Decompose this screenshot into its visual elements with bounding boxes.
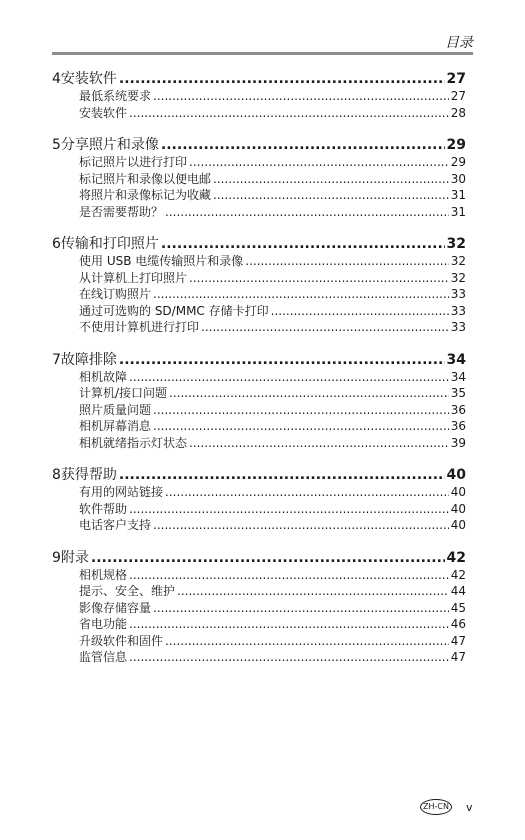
dot-leader [129,649,449,666]
entry-page-number: 40 [450,518,466,532]
dot-leader [129,501,449,518]
entry-page-number: 47 [450,633,466,648]
entry-page-number: 32 [450,270,466,285]
chapter-title: 附录 [60,549,89,566]
entry-page-number: 28 [450,105,466,120]
chapter-page-number: 32 [446,236,466,252]
chapter-number: 6 [52,236,61,252]
entry-title: 通过可选购的 SD/MMC 存储卡打印 [79,303,269,318]
toc-entry[interactable] [52,171,466,188]
dot-leader [119,466,445,484]
toc-entry[interactable] [52,253,466,270]
toc-entry[interactable] [52,286,466,303]
toc-entry[interactable] [52,633,466,650]
toc-chapter-entry[interactable] [52,235,466,253]
toc-entry[interactable] [52,319,466,336]
page-title: 目录 [445,35,473,51]
entry-page-number: 33 [450,287,466,301]
toc-entry[interactable] [52,484,466,501]
chapter-title: 分享照片和录像 [60,137,159,153]
toc-chapter [52,235,466,336]
dot-leader [189,435,449,452]
entry-title: 在线订购照片 [79,287,152,301]
chapter-number: 4 [52,71,61,87]
toc-chapter [52,549,466,666]
dot-leader [153,517,449,534]
entry-title: 电话客户支持 [79,518,152,532]
dot-leader [129,105,449,122]
entry-title: 从计算机上打印照片 [79,270,188,285]
entry-page-number: 35 [450,386,466,400]
chapter-title: 故障排除 [60,351,117,368]
dot-leader [161,235,445,253]
dot-leader [129,369,449,386]
page-number: v [466,800,473,814]
entry-page-number: 40 [450,485,466,499]
toc-chapter-entry[interactable] [52,70,466,88]
toc-chapter-entry[interactable] [52,136,466,154]
dot-leader [129,567,449,584]
dot-leader [153,88,449,105]
dot-leader [161,136,445,154]
dot-leader [189,270,449,287]
entry-title: 不使用计算机进行打印 [79,320,200,334]
toc-entry[interactable] [52,517,466,534]
entry-page-number: 45 [450,600,466,615]
entry-page-number: 36 [450,402,466,417]
entry-page-number: 36 [450,419,466,433]
dot-leader [153,418,449,435]
chapter-page-number: 27 [446,71,466,87]
entry-title: 照片质量问题 [79,402,152,417]
entry-title: 有用的网站链接 [79,485,164,499]
entry-page-number: 27 [450,89,466,103]
dot-leader [91,549,445,567]
chapter-page-number: 40 [446,467,466,483]
entry-title: 最低系统要求 [79,89,152,103]
dot-leader [119,70,445,88]
toc-chapter [52,70,466,121]
toc-entry[interactable] [52,385,466,402]
toc-entry[interactable] [52,616,466,633]
dot-leader [153,600,449,617]
entry-page-number: 31 [450,188,466,202]
dot-leader [245,253,448,270]
dot-leader [153,286,449,303]
toc-entry[interactable] [52,303,466,320]
entry-title: 影像存储容量 [79,600,152,615]
language-badge: ZH-CN [420,799,452,815]
toc-entry[interactable] [52,369,466,386]
entry-title: 软件帮助 [79,501,128,516]
dot-leader [271,303,449,320]
entry-title: 将照片和录像标记为收藏 [79,188,212,202]
entry-page-number: 44 [450,584,466,598]
entry-title: 升级软件和固件 [79,633,164,648]
page-footer [420,799,473,815]
entry-page-number: 46 [450,617,466,631]
entry-page-number: 31 [450,204,466,219]
chapter-number: 7 [52,351,61,368]
toc-entry[interactable] [52,105,466,122]
dot-leader [165,204,449,221]
entry-page-number: 47 [450,650,466,664]
dot-leader [153,402,449,419]
dot-leader [177,583,449,600]
entry-title: 标记照片以进行打印 [79,155,188,169]
chapter-title: 获得帮助 [60,467,117,483]
toc-entry[interactable] [52,88,466,105]
chapter-number: 9 [52,549,61,566]
toc-chapter-entry[interactable] [52,351,466,369]
entry-title: 监管信息 [79,650,128,664]
dot-leader [169,385,449,402]
toc-entry[interactable] [52,154,466,171]
entry-page-number: 33 [450,303,466,318]
toc-chapter-entry[interactable] [52,466,466,484]
toc-chapter [52,136,466,220]
toc-entry[interactable] [52,270,466,287]
entry-page-number: 33 [450,320,466,334]
entry-page-number: 40 [450,501,466,516]
toc-chapter-entry[interactable] [52,549,466,567]
dot-leader [213,171,449,188]
entry-title: 使用 USB 电缆传输照片和录像 [79,254,244,268]
entry-title: 相机故障 [79,369,128,384]
chapter-title: 安装软件 [60,71,117,87]
toc-entry[interactable] [52,435,466,452]
chapter-page-number: 29 [446,137,466,153]
entry-title: 省电功能 [79,617,128,631]
entry-page-number: 30 [450,171,466,186]
entry-title: 标记照片和录像以便电邮 [79,171,212,186]
dot-leader [201,319,449,336]
chapter-number: 5 [52,137,61,153]
toc-entry[interactable] [52,187,466,204]
entry-title: 提示、安全、维护 [79,584,176,598]
entry-title: 相机就绪指示灯状态 [79,435,188,450]
dot-leader [129,616,449,633]
toc-chapter [52,466,466,534]
dot-leader [189,154,449,171]
toc-entry[interactable] [52,204,466,221]
table-of-contents [52,70,466,681]
entry-page-number: 42 [450,567,466,582]
toc-entry[interactable] [52,583,466,600]
entry-title: 相机规格 [79,567,128,582]
dot-leader [213,187,449,204]
dot-leader [119,351,445,369]
header-divider [52,52,473,55]
chapter-page-number: 34 [446,351,466,368]
toc-entry[interactable] [52,649,466,666]
dot-leader [165,633,449,650]
toc-entry[interactable] [52,418,466,435]
entry-title: 安装软件 [79,105,128,120]
toc-chapter [52,351,466,452]
entry-title: 是否需要帮助？ [79,204,164,219]
toc-entry[interactable] [52,402,466,419]
entry-page-number: 29 [450,155,466,169]
chapter-page-number: 42 [446,549,466,566]
entry-title: 相机屏幕消息 [79,419,152,433]
entry-page-number: 32 [450,254,466,268]
toc-entry[interactable] [52,501,466,518]
entry-page-number: 34 [450,369,466,384]
chapter-number: 8 [52,467,61,483]
chapter-title: 传输和打印照片 [60,236,159,252]
entry-title: 计算机/接口问题 [79,386,168,400]
toc-entry[interactable] [52,600,466,617]
toc-entry[interactable] [52,567,466,584]
dot-leader [165,484,449,501]
entry-page-number: 39 [450,435,466,450]
